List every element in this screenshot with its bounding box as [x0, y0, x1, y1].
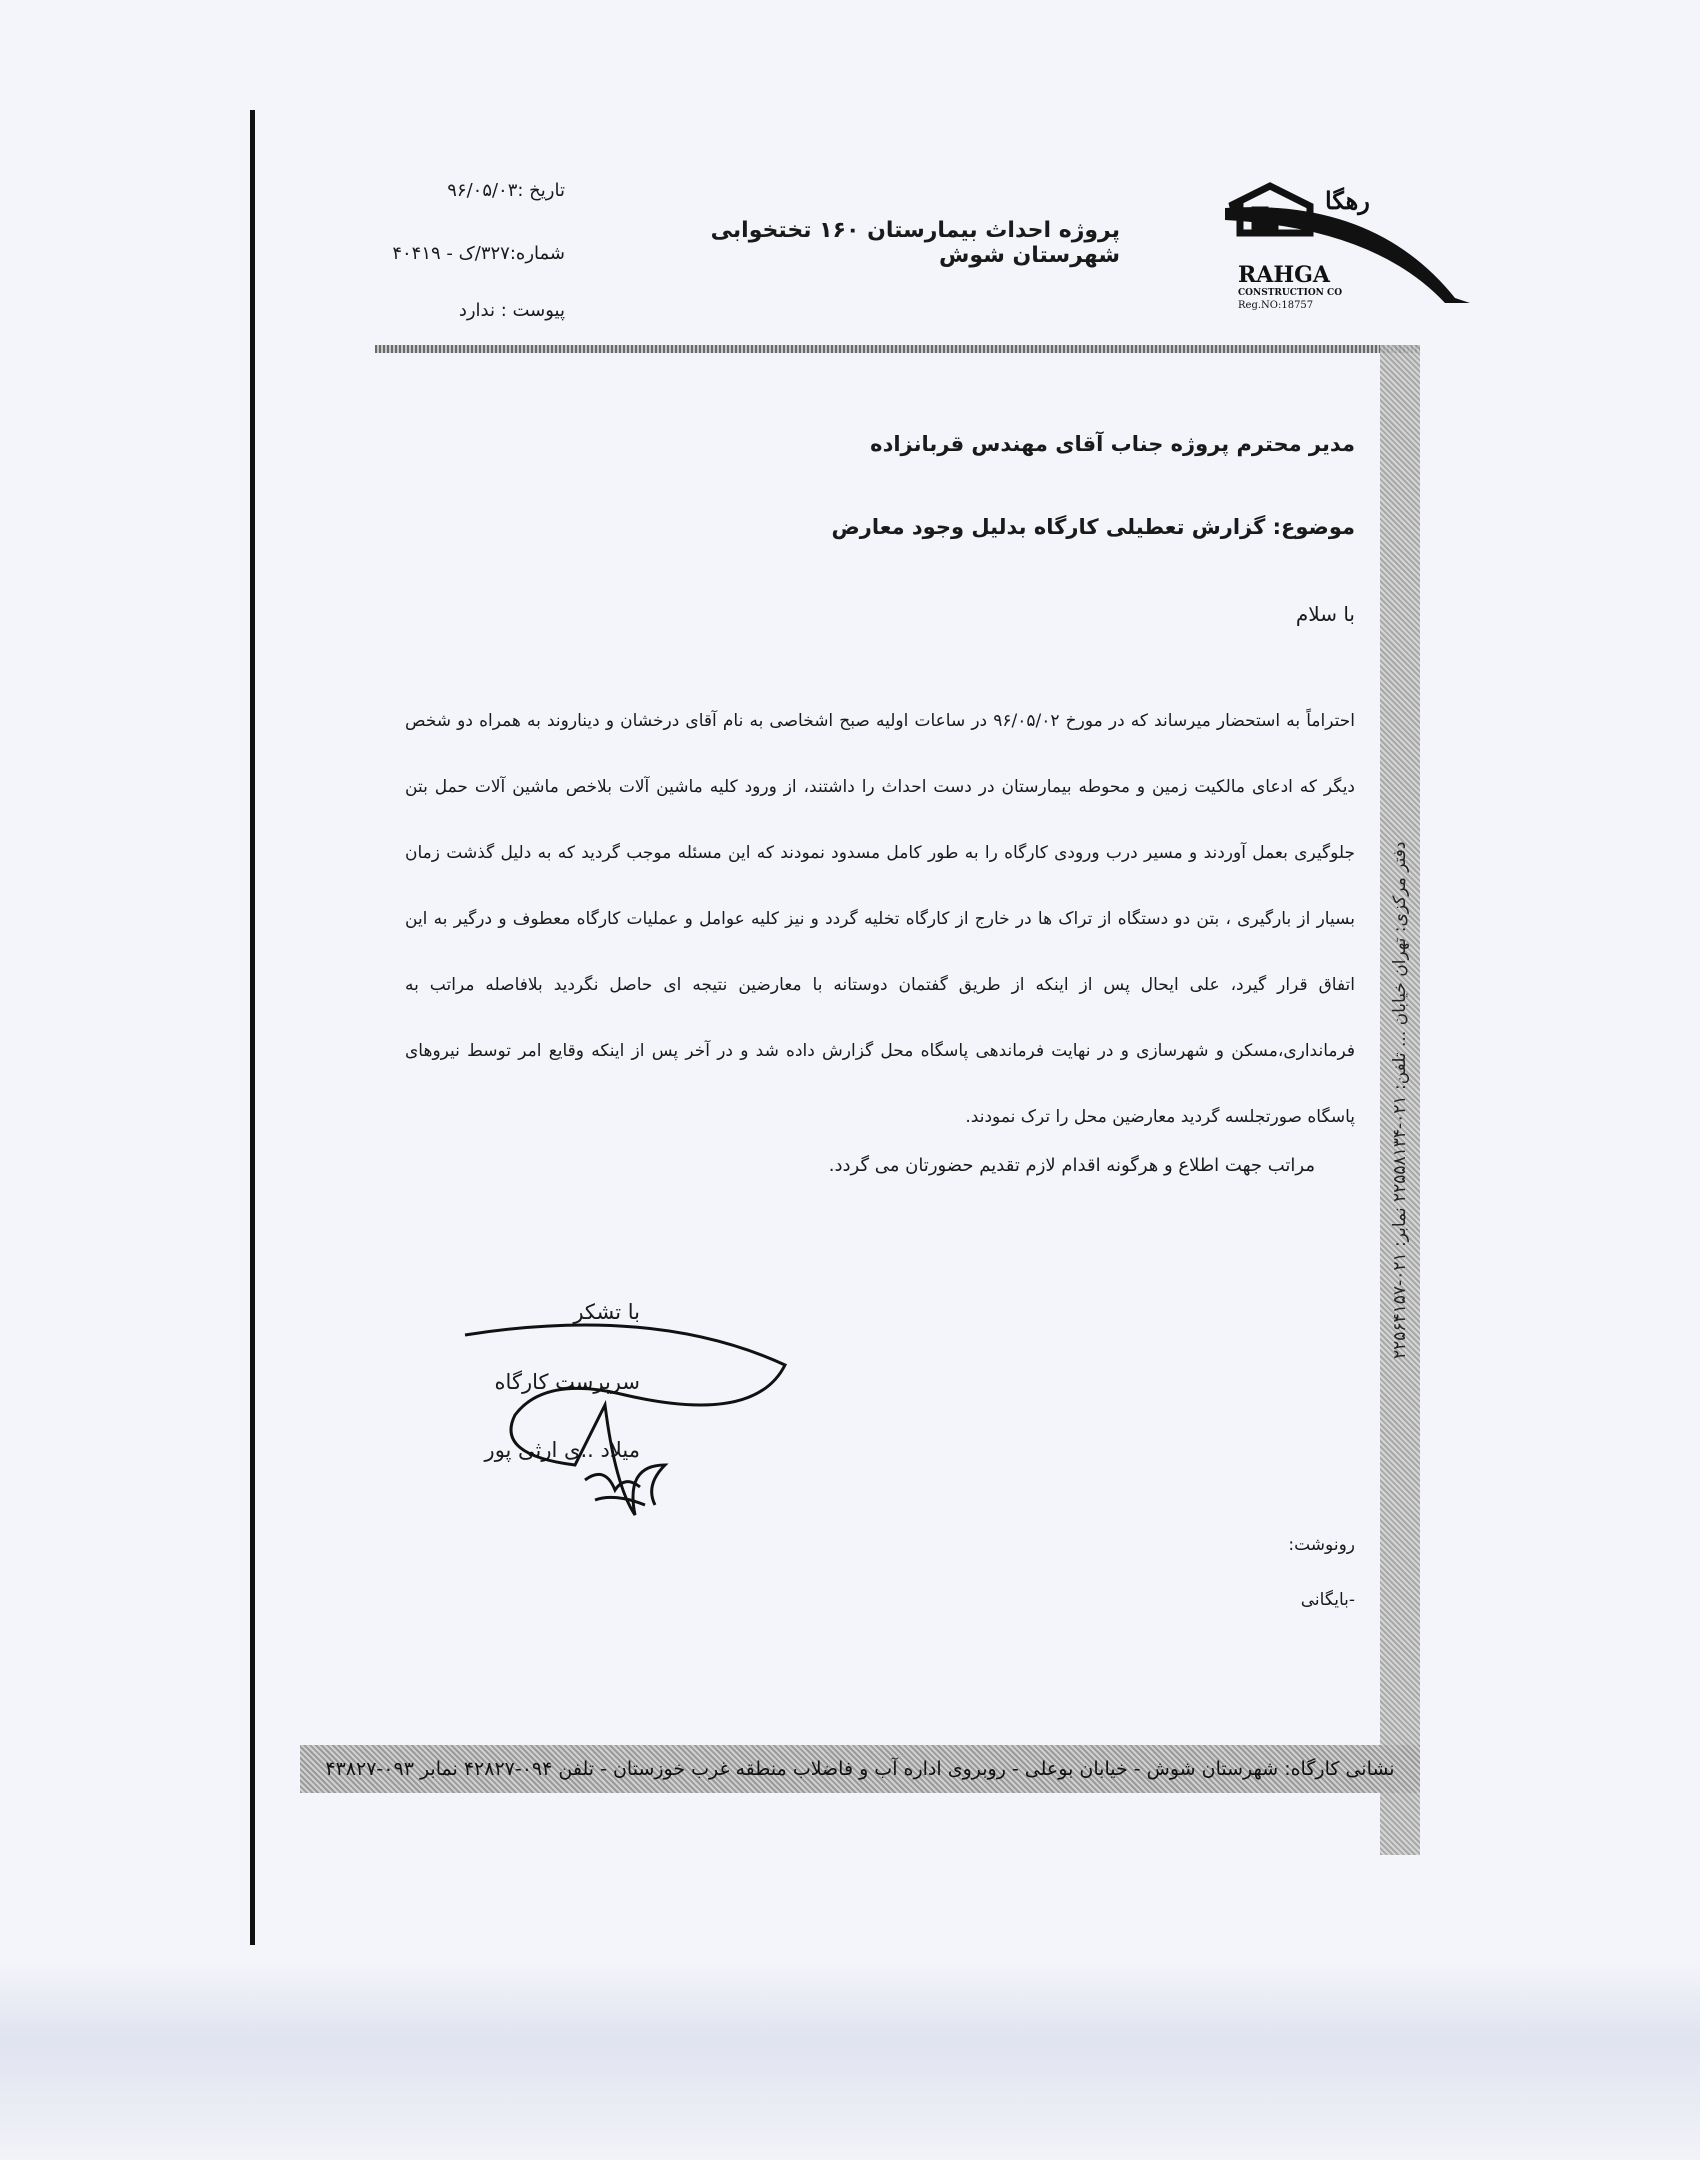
subject: موضوع: گزارش تعطیلی کارگاه بدلیل وجود معارض	[831, 515, 1355, 539]
signer-title: سرپرست کارگاه	[494, 1370, 640, 1394]
header-divider	[375, 345, 1420, 353]
recipient: مدیر محترم پروژه جناب آقای مهندس قربانزاده	[870, 432, 1355, 456]
project-title: پروژه احداث بیمارستان ۱۶۰ تختخوابی شهرستان شوش	[710, 218, 1120, 268]
greeting: با سلام	[1295, 602, 1355, 626]
letter-body: احتراماً به استحضار میرساند که در مورخ ۹۶/۰۵/۰۲ در ساعات اولیه صبح اشخاصی به نام آقای درخشان و دیناروند به همراه دو شخص دیگر که ادعای مالکیت زمین و محوطه بیمارستان در دست احداث را داشتند، از ورود کلیه ماشین آلات بلاخص ماشین آلات حمل بتن جلوگیری بعمل آوردند و مسیر درب ورودی کارگاه را به طور کامل مسدود نمودند که این مسئله موجب گردید که به دلیل گذشت زمان بسیار از بارگیری ، بتن دو دستگاه از تراک ها در خارج از کارگاه تخلیه گردد و نیز کلیه عوامل و عملیات کارگاه معطوف و درگیر به این اتفاق قرار گیرد، علی ایحال پس از اینکه از طریق گفتمان دوستانه با معارضین نتیجه ای حاصل نگردید بلافاصله مراتب به فرمانداری،مسکن و شهرسازی و در نهایت فرماندهی پاسگاه محل گزارش داده شد و در آخر پس از اینکه وقایع امر توسط نیروهای پاسگاه صورتجلسه گردید معارضین محل را ترک نمودند.	[405, 711, 1355, 1127]
side-band-text: دفتر مرکزی: تهران خیابان ... تلفن: ۰۲۱-۲۲۵۵۸۱۳۴ نمابر: ۰۲۱-۲۲۵۶۴۱۵۷	[1390, 841, 1410, 1359]
closing-line: مراتب جهت اطلاع و هرگونه اقدام لازم تقدیم حضورتان می گردد.	[828, 1155, 1315, 1176]
left-margin-bar	[250, 110, 255, 1945]
letter-date: تاریخ :۹۶/۰۵/۰۳	[447, 180, 565, 201]
letter-number: شماره:۳۲۷/ک - ۴۰۴۱۹	[392, 243, 565, 264]
handwritten-signature	[455, 1315, 815, 1535]
logo-subtitle: CONSTRUCTION CO	[1238, 288, 1343, 298]
cc-value: -بایگانی	[1300, 1590, 1355, 1610]
signer-name: میلاد ..ی ارثی پور	[484, 1438, 640, 1462]
thanks: با تشکر	[573, 1300, 640, 1324]
cc-label: رونوشت:	[1288, 1535, 1355, 1555]
letter-attachment: پیوست : ندارد	[458, 300, 565, 321]
logo-reg-no: Reg.NO:18757	[1238, 300, 1314, 311]
scan-shadow	[0, 1960, 1700, 2160]
footer-address: نشانی کارگاه: شهرستان شوش - خیابان بوعلی - روبروی اداره آب و فاضلاب منطقه غرب خوزستان - تلفن ۰۹۴-۴۲۸۲۷ نمابر ۰۹۳-۴۳۸۲۷	[325, 1758, 1395, 1780]
logo-name-en: RAHGA	[1238, 262, 1330, 288]
logo-name-fa: رهگا	[1325, 186, 1370, 215]
